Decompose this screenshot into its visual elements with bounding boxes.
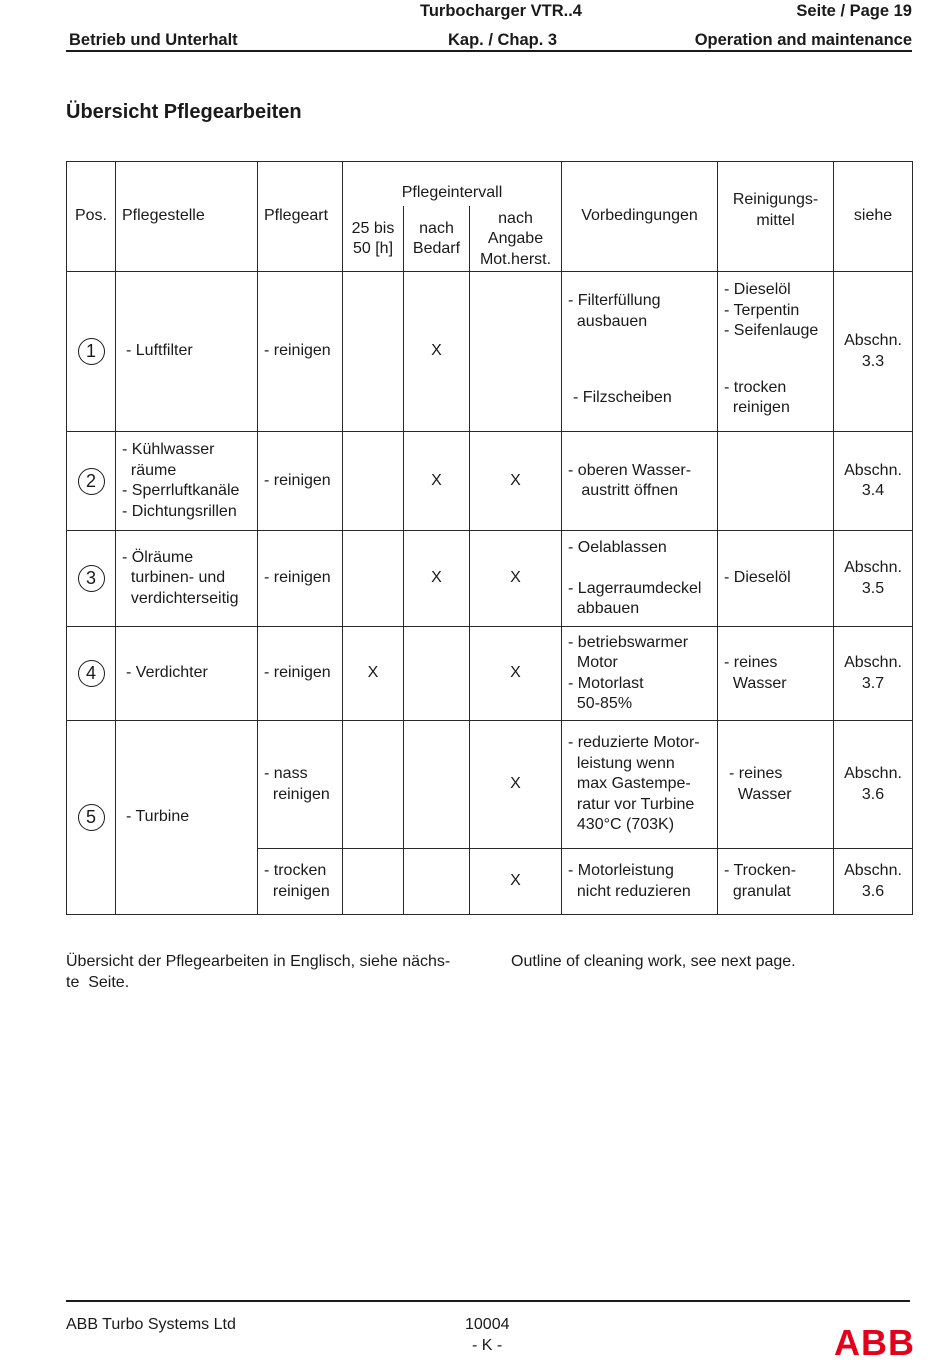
interval-angabe-cell: X (470, 627, 562, 721)
pflegeart-cell: - nass reinigen (258, 721, 343, 849)
page-title: Übersicht Pflegearbeiten (66, 101, 302, 123)
pos-number-1: 1 (78, 338, 105, 365)
footer-rule (66, 1300, 910, 1302)
vorbedingungen-cell: - Filzscheiben (562, 374, 718, 432)
abb-logo: ABB (834, 1322, 915, 1363)
vorbedingungen-cell: - Oelablassen - Lagerraumdeckel abbauen (562, 531, 718, 627)
pos-number-5: 5 (78, 804, 105, 831)
interval-angabe-cell: X (470, 432, 562, 531)
pflegeart-cell: - reinigen (258, 627, 343, 721)
pos-cell (67, 531, 116, 627)
interval-25-50-cell (343, 849, 404, 915)
pflegestelle-cell: - Ölräume turbinen- und verdichterseitig (116, 531, 258, 627)
header-interval-25-50: 25 bis 50 [h] (343, 206, 404, 272)
header-pflegestelle: Pflegestelle (116, 162, 258, 272)
pflegestelle-cell: - Kühlwasser räume - Sperrluftkanäle - Dichtungsrillen (116, 432, 258, 531)
vorbedingungen-cell: - oberen Wasser- austritt öffnen (562, 432, 718, 531)
vorbedingungen-cell: - reduzierte Motor- leistung wenn max Gastempe- ratur vor Turbine 430°C (703K) (562, 721, 718, 849)
reference-cell: Abschn. 3.6 (834, 849, 913, 915)
pflegeart-cell: - trocken reinigen (258, 849, 343, 915)
interval-25-50-cell (343, 432, 404, 531)
vorbedingungen-cell: - Filterfüllung ausbauen (562, 272, 718, 374)
note-en: Outline of cleaning work, see next page. (511, 953, 796, 970)
reference-cell: Abschn. 3.7 (834, 627, 913, 721)
pos-cell (67, 627, 116, 721)
header-siehe: siehe (834, 162, 913, 272)
pos-number-4: 4 (78, 660, 105, 687)
vorbedingungen-cell: - betriebswarmer Motor - Motorlast 50-85% (562, 627, 718, 721)
header-pflegeart: Pflegeart (258, 162, 343, 272)
header-pflegeintervall: Pflegeintervall (343, 162, 562, 206)
page-number: Seite / Page 19 (796, 2, 912, 20)
reinigungsmittel-cell: - reines Wasser (718, 721, 834, 849)
interval-angabe-cell: X (470, 721, 562, 849)
header-interval-bedarf: nach Bedarf (404, 206, 470, 272)
reference-cell: Abschn. 3.6 (834, 721, 913, 849)
header-vorbedingungen: Vorbedingungen (562, 162, 718, 272)
header-reinigungsmittel: Reinigungs- mittel (718, 162, 834, 272)
interval-angabe-cell: X (470, 849, 562, 915)
document-number: 10004 (465, 1316, 510, 1333)
interval-bedarf-cell (404, 627, 470, 721)
pflegestelle-cell: - Luftfilter (116, 272, 258, 432)
interval-bedarf-cell: X (404, 531, 470, 627)
header-rule (66, 50, 912, 52)
pflegestelle-cell: - Verdichter (116, 627, 258, 721)
interval-25-50-cell (343, 272, 404, 432)
pos-cell (67, 721, 116, 915)
interval-bedarf-cell (404, 721, 470, 849)
pos-cell (67, 272, 116, 432)
reinigungsmittel-cell (718, 432, 834, 531)
product-name: Turbocharger VTR..4 (420, 2, 582, 20)
header-interval-angabe: nach Angabe Mot.herst. (470, 206, 562, 272)
note-de: Übersicht der Pflegearbeiten in Englisch, siehe nächs- te Seite. (66, 953, 451, 991)
interval-angabe-cell: X (470, 531, 562, 627)
reinigungsmittel-cell: - Dieselöl (718, 531, 834, 627)
vorbedingungen-cell: - Motorleistung nicht reduzieren (562, 849, 718, 915)
chapter-label: Kap. / Chap. 3 (448, 31, 558, 49)
reinigungsmittel-cell: - reines Wasser (718, 627, 834, 721)
pflegeart-cell: - reinigen (258, 531, 343, 627)
section-title-en: Operation and maintenance (694, 31, 912, 49)
pflegestelle-cell: - Turbine (116, 721, 258, 915)
maintenance-table (66, 161, 913, 915)
interval-bedarf-cell: X (404, 432, 470, 531)
interval-bedarf-cell (404, 849, 470, 915)
reinigungsmittel-cell: - trocken reinigen (718, 374, 834, 432)
reinigungsmittel-cell: - Dieselöl - Terpentin - Seifenlauge (718, 272, 834, 374)
reference-cell: Abschn. 3.5 (834, 531, 913, 627)
interval-bedarf-cell: X (404, 272, 470, 432)
pos-number-2: 2 (78, 468, 105, 495)
interval-25-50-cell (343, 531, 404, 627)
interval-25-50-cell (343, 721, 404, 849)
reinigungsmittel-cell: - Trocken- granulat (718, 849, 834, 915)
section-title-de: Betrieb und Unterhalt (69, 31, 238, 49)
pos-number-3: 3 (78, 565, 105, 592)
reference-cell: Abschn. 3.3 (834, 272, 913, 432)
pos-cell (67, 432, 116, 531)
reference-cell: Abschn. 3.4 (834, 432, 913, 531)
company-name: ABB Turbo Systems Ltd (66, 1316, 236, 1333)
header-pos: Pos. (67, 162, 116, 272)
interval-25-50-cell: X (343, 627, 404, 721)
revision-label: - K - (472, 1337, 503, 1354)
interval-angabe-cell (470, 272, 562, 432)
pflegeart-cell: - reinigen (258, 272, 343, 432)
pflegeart-cell: - reinigen (258, 432, 343, 531)
